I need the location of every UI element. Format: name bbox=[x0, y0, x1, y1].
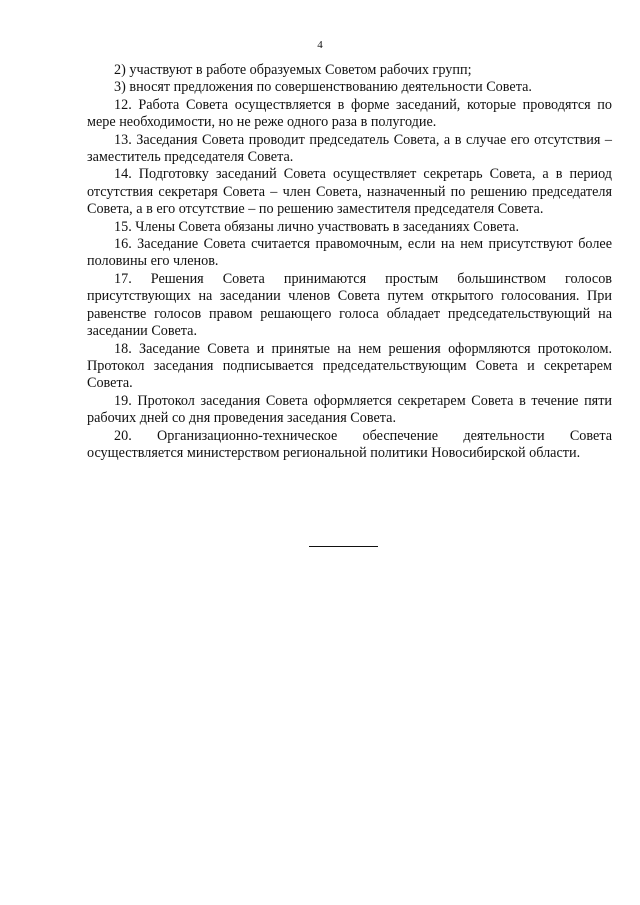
paragraph-clause-16: 16. Заседание Совета считается правомочным, если на нем присутствуют более половины его членов. bbox=[87, 236, 612, 270]
paragraph-member-rights-3: 3) вносят предложения по совершенствованию деятельности Совета. bbox=[114, 79, 532, 96]
paragraph-clause-15: 15. Члены Совета обязаны лично участвовать в заседаниях Совета. bbox=[114, 218, 519, 235]
paragraph-clause-12: 12. Работа Совета осуществляется в форме заседаний, которые проводятся по мере необходимости, но не реже одного раза в полугодие. bbox=[87, 96, 612, 131]
paragraph-clause-13: 13. Заседания Совета проводит председатель Совета, а в случае его отсутствия – заместитель председателя Совета. bbox=[87, 131, 612, 166]
paragraph-clause-20: 20. Организационно-техническое обеспечение деятельности Совета осуществляется министерством региональной политики Новосибирской области. bbox=[87, 427, 612, 461]
paragraph-clause-18: 18. Заседание Совета и принятые на нем решения оформляются протоколом. Протокол заседания подписывается председательствующим Совета и секретарем Совета. bbox=[87, 340, 612, 392]
document-body bbox=[87, 62, 612, 462]
paragraph-clause-14: 14. Подготовку заседаний Совета осуществляет секретарь Совета, а в период отсутствия секретаря Совета – член Совета, назначенный по решению председателя Совета, а в его отсутствие – по решению заместителя председателя Совета. bbox=[87, 166, 612, 218]
paragraph-clause-17: 17. Решения Совета принимаются простым большинством голосов присутствующих на заседании членов Совета путем открытого голосования. При равенстве голосов правом решающего голоса обладает председательствующий на заседании Совета. bbox=[87, 270, 612, 340]
page-number: 4 bbox=[317, 39, 323, 51]
paragraph-member-rights-2: 2) участвуют в работе образуемых Советом рабочих групп; bbox=[114, 62, 472, 78]
paragraph-clause-19: 19. Протокол заседания Совета оформляется секретарем Совета в течение пяти рабочих дней со дня проведения заседания Совета. bbox=[87, 392, 612, 427]
end-separator-line bbox=[309, 546, 378, 547]
